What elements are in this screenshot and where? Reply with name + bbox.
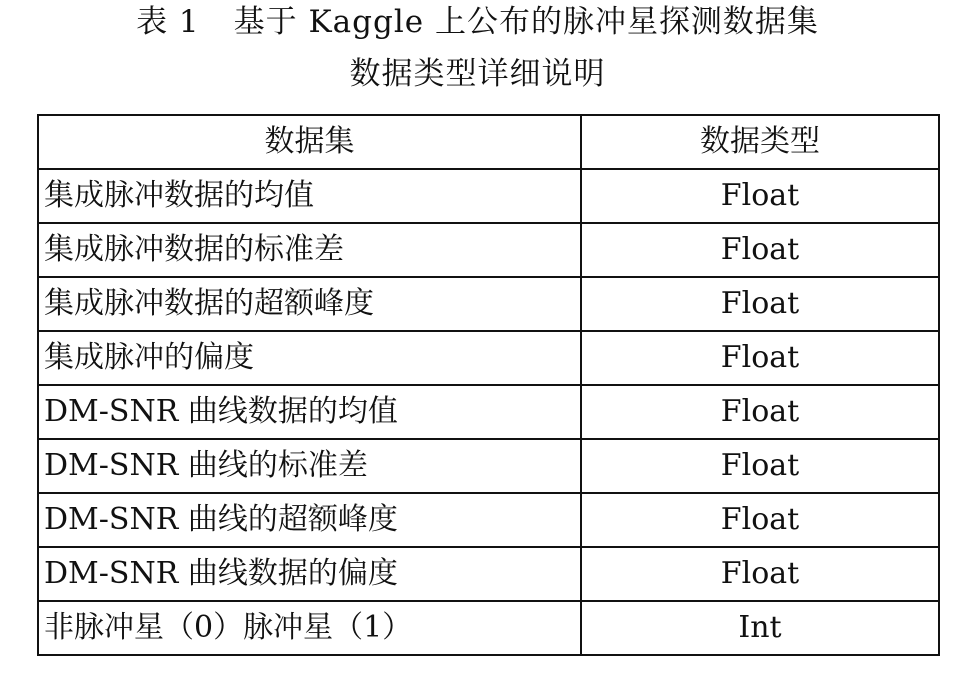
- cell-dataset: DM-SNR 曲线数据的均值: [38, 385, 581, 439]
- cell-dataset: 集成脉冲数据的标准差: [38, 223, 581, 277]
- table-row: [38, 331, 939, 385]
- table-row: [38, 277, 939, 331]
- cell-data-type: Int: [581, 601, 939, 655]
- cell-data-type: Float: [581, 385, 939, 439]
- table-row: [38, 493, 939, 547]
- cell-data-type: Float: [581, 169, 939, 223]
- cell-dataset: 非脉冲星（0）脉冲星（1）: [38, 601, 581, 655]
- table-row: [38, 601, 939, 655]
- cell-data-type: Float: [581, 223, 939, 277]
- table-caption-subtitle: 数据类型详细说明: [349, 56, 606, 92]
- table-caption-title: [0, 2, 955, 42]
- cell-dataset: 集成脉冲数据的超额峰度: [38, 277, 581, 331]
- header-data-type: 数据类型: [581, 115, 939, 169]
- table-row: [38, 169, 939, 223]
- cell-dataset: DM-SNR 曲线的标准差: [38, 439, 581, 493]
- cell-data-type: Float: [581, 547, 939, 601]
- cell-dataset: DM-SNR 曲线的超额峰度: [38, 493, 581, 547]
- table-row: [38, 439, 939, 493]
- cell-data-type: Float: [581, 277, 939, 331]
- header-dataset: 数据集: [38, 115, 581, 169]
- cell-data-type: Float: [581, 331, 939, 385]
- table-row: [38, 385, 939, 439]
- data-type-table: [37, 114, 940, 656]
- cell-dataset: 集成脉冲数据的均值: [38, 169, 581, 223]
- cell-data-type: Float: [581, 493, 939, 547]
- table-header-row: [38, 115, 939, 169]
- cell-data-type: Float: [581, 439, 939, 493]
- cell-dataset: DM-SNR 曲线数据的偏度: [38, 547, 581, 601]
- cell-dataset: 集成脉冲的偏度: [38, 331, 581, 385]
- table-number: 表 1: [136, 4, 200, 40]
- table-caption-text: 基于 Kaggle 上公布的脉冲星探测数据集: [233, 4, 819, 40]
- table-row: [38, 223, 939, 277]
- table-row: [38, 547, 939, 601]
